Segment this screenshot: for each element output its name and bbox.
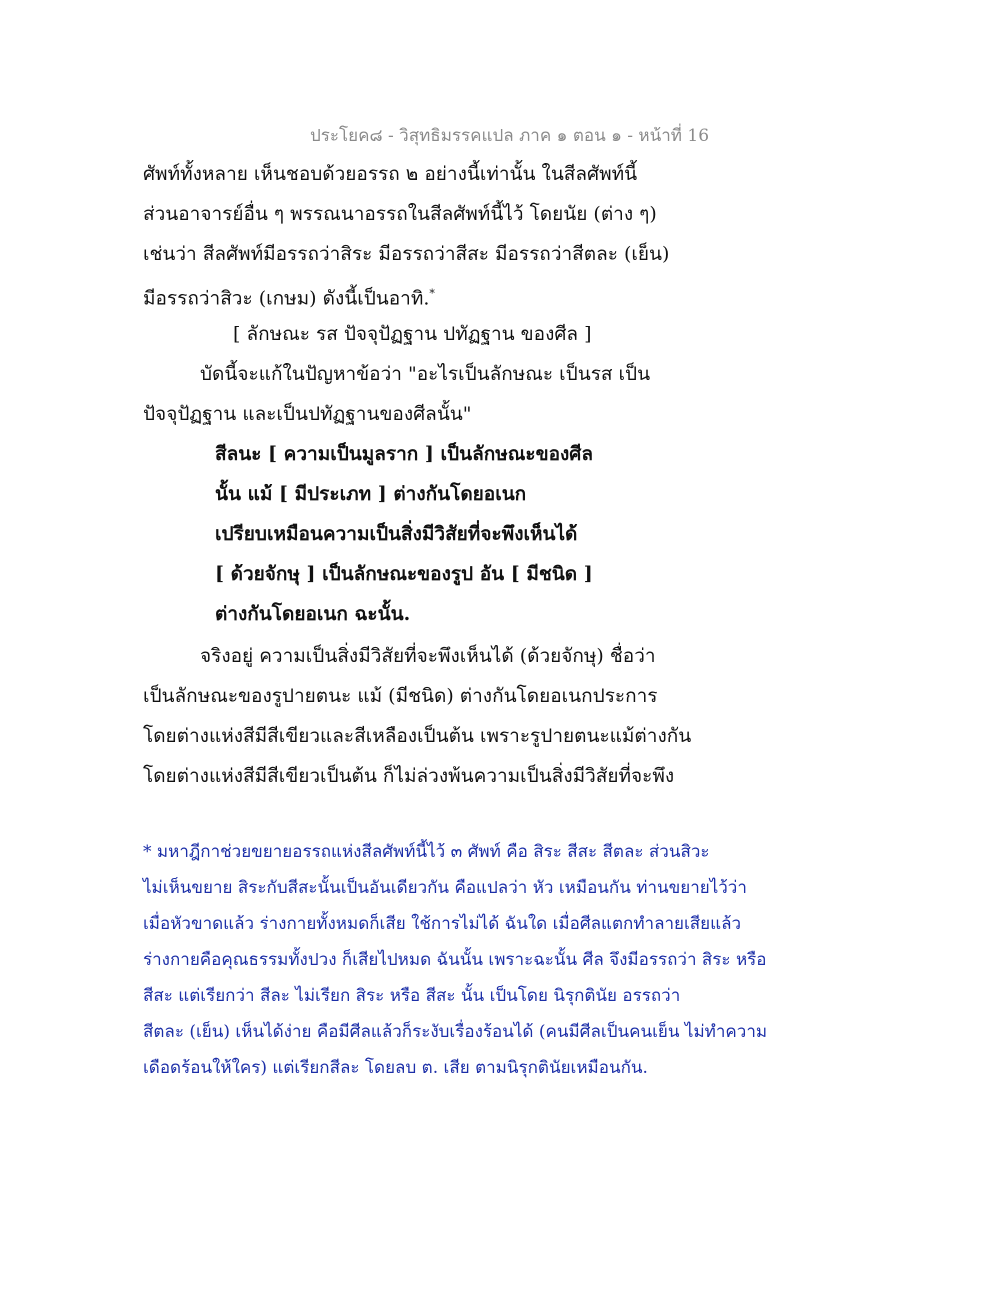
body-text: มีอรรถว่าสิวะ (เกษม) ดังนี้เป็นอาทิ.: [143, 287, 430, 310]
body-line: เช่นว่า สีลศัพท์มีอรรถว่าสิระ มีอรรถว่าสีสะ มีอรรถว่าสีตละ (เย็น): [143, 243, 670, 265]
footnote-line: เดือดร้อนให้ใคร) แต่เรียกสีละ โดยลบ ต. เสีย ตามนิรุกตินัยเหมือนกัน.: [143, 1058, 648, 1078]
body-line: ศัพท์ทั้งหลาย เห็นชอบด้วยอรรถ ๒ อย่างนี้เท่านั้น ในสีลศัพท์นี้: [143, 163, 638, 185]
body-line: ส่วนอาจารย์อื่น ๆ พรรณนาอรรถในสีลศัพท์นี้ไว้ โดยนัย (ต่าง ๆ): [143, 203, 657, 225]
body-line: โดยต่างแห่งสีมีสีเขียวและสีเหลืองเป็นต้น เพราะรูปายตนะแม้ต่างกัน: [143, 725, 692, 747]
verse-line: ต่างกันโดยอเนก ฉะนั้น.: [215, 603, 411, 625]
page-header: ประโยค๘ - วิสุทธิมรรคแปล ภาค ๑ ตอน ๑ - หน้าที่ 16: [310, 126, 710, 146]
body-line: [143, 280, 435, 312]
verse-line: สีลนะ [ ความเป็นมูลราก ] เป็นลักษณะของศีล: [215, 443, 593, 465]
footnote-line: เมื่อหัวขาดแล้ว ร่างกายทั้งหมดก็เสีย ใช้การไม่ได้ ฉันใด เมื่อศีลแตกทำลายเสียแล้ว: [143, 914, 742, 934]
body-line: บัดนี้จะแก้ในปัญหาข้อว่า "อะไรเป็นลักษณะ เป็นรส เป็น: [200, 363, 651, 385]
verse-line: เปรียบเหมือนความเป็นสิ่งมีวิสัยที่จะพึงเห็นได้: [215, 523, 578, 545]
section-heading: [ ลักษณะ รส ปัจจุปัฏฐาน ปทัฏฐาน ของศีล ]: [233, 323, 592, 345]
verse-line: [ ด้วยจักษุ ] เป็นลักษณะของรูป อัน [ มีชนิด ]: [215, 563, 593, 585]
footnote-line: ร่างกายคือคุณธรรมทั้งปวง ก็เสียไปหมด ฉันนั้น เพราะฉะนั้น ศีล จึงมีอรรถว่า สิระ หรือ: [143, 950, 767, 970]
footnote-line: ไม่เห็นขยาย สิระกับสีสะนั้นเป็นอันเดียวกัน คือแปลว่า หัว เหมือนกัน ท่านขยายไว้ว่า: [143, 878, 747, 898]
footnote-line: * มหาฎีกาช่วยขยายอรรถแห่งสีลศัพท์นี้ไว้ ๓ ศัพท์ คือ สิระ สีสะ สีตละ ส่วนสิวะ: [143, 842, 710, 862]
body-line: โดยต่างแห่งสีมีสีเขียวเป็นต้น ก็ไม่ล่วงพ้นความเป็นสิ่งมีวิสัยที่จะพึง: [143, 765, 675, 787]
footnote-line: สีตละ (เย็น) เห็นได้ง่าย คือมีศีลแล้วก็ระงับเรื่องร้อนได้ (คนมีศีลเป็นคนเย็น ไม่ทำความ: [143, 1022, 768, 1042]
footnote-marker: *: [429, 287, 435, 300]
body-line: เป็นลักษณะของรูปายตนะ แม้ (มีชนิด) ต่างกันโดยอเนกประการ: [143, 685, 658, 707]
body-line: ปัจจุปัฏฐาน และเป็นปทัฏฐานของศีลนั้น": [143, 403, 472, 425]
footnote-line: สีสะ แต่เรียกว่า สีละ ไม่เรียก สิระ หรือ สีสะ นั้น เป็นโดย นิรุกตินัย อรรถว่า: [143, 986, 681, 1006]
body-line: จริงอยู่ ความเป็นสิ่งมีวิสัยที่จะพึงเห็นได้ (ด้วยจักษุ) ชื่อว่า: [200, 645, 656, 667]
verse-line: นั้น แม้ [ มีประเภท ] ต่างกันโดยอเนก: [215, 483, 527, 505]
